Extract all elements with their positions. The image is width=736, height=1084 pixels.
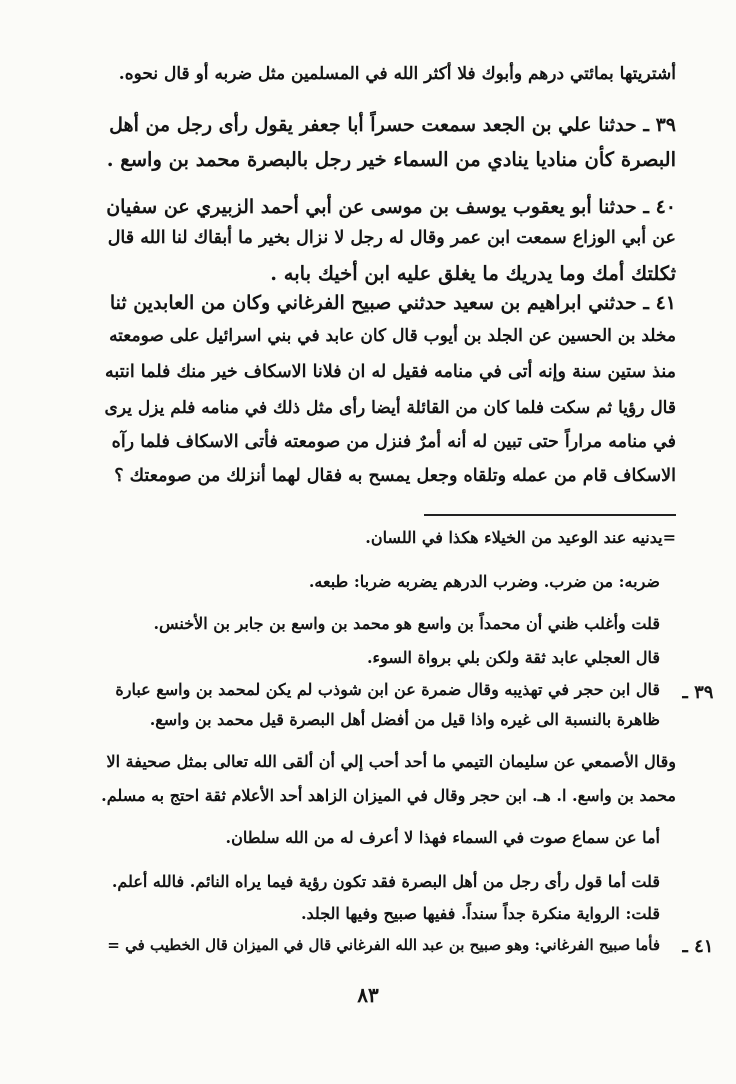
- main-line-8: مخلد بن الحسين عن الجلد بن أيوب قال كان عابد في بني اسرائيل على صومعته: [109, 326, 676, 346]
- footnote-line-2: ضربه: من ضرب. وضرب الدرهم يضربه ضربا: طبعه.: [308, 572, 660, 591]
- page-number: ٨٣: [357, 983, 379, 1007]
- footnote-line-6: ظاهرة بالنسبة الى غيره واذا قيل من أفضل أهل البصرة قيل محمد بن واسع.: [149, 710, 660, 729]
- footnote-line-4: قال العجلي عابد ثقة ولكن بلي برواة السوء.: [366, 648, 660, 667]
- main-line-11: في منامه مراراً حتى تبين له أنه أمرٌ فنزل من صومعته فأتى الاسكاف فلما رآه: [111, 432, 676, 452]
- footnote-line-12: فأما صبيح الفرغاني: وهو صبيح بن عبد الله الفرغاني قال في الميزان قال الخطيب في =: [107, 936, 660, 954]
- footnote-number-41: ٤١ ـ: [682, 936, 714, 957]
- main-line-9: منذ ستين سنة وإنه أتى في منامه فقيل له ان فلانا الاسكاف خير منك فلما انتبه: [105, 362, 676, 382]
- footnote-line-7: وقال الأصمعي عن سليمان التيمي ما أحد أحب إلي أن ألقى الله تعالى بمثل صحيفة الا: [106, 752, 676, 771]
- footnote-line-3: قلت وأغلب ظني أن محمداً بن واسع هو محمد بن واسع بن جابر بن الأخنس.: [153, 614, 660, 633]
- footnote-line-10: قلت أما قول رأى رجل من أهل البصرة فقد تكون رؤية فيما يراه النائم. فالله أعلم.: [111, 872, 660, 891]
- main-line-2: ٣٩ ـ حدثنا علي بن الجعد سمعت حسراً أبا جعفر يقول رأى رجل من أهل: [109, 114, 676, 136]
- main-line-1: أشتريتها بمائتي درهم وأبوك فلا أكثر الله في المسلمين مثل ضربه أو قال نحوه.: [118, 64, 676, 84]
- main-line-12: الاسكاف قام من عمله وتلقاه وجعل يمسح به فقال لهما أنزلك من صومعتك ؟: [114, 466, 676, 486]
- footnote-line-5: قال ابن حجر في تهذيبه وقال ضمرة عن ابن شوذب لم يكن لمحمد بن واسع عبارة: [115, 680, 660, 699]
- footnote-line-9: أما عن سماع صوت في السماء فهذا لا أعرف له من الله سلطان.: [225, 828, 660, 847]
- footnote-number-39: ٣٩ ـ: [682, 682, 714, 703]
- footnote-line-1: =يدنيه عند الوعيد من الخيلاء هكذا في اللسان.: [365, 528, 676, 547]
- footnote-divider: [424, 514, 676, 516]
- footnote-line-8: محمد بن واسع. ا. هـ. ابن حجر وقال في الميزان الزاهد أحد الأعلام ثقة احتج به مسلم.: [101, 786, 676, 805]
- main-line-6: ثكلتك أمك وما يدريك ما يغلق عليه ابن أخيك بابه .: [270, 262, 676, 285]
- main-line-10: قال رؤيا ثم سكت فلما كان من القائلة أيضا رأى مثل ذلك في منامه فلم يزل يرى: [104, 398, 676, 418]
- main-line-7: ٤١ ـ حدثني ابراهيم بن سعيد حدثني صبيح الفرغاني وكان من العابدين ثنا: [109, 292, 676, 314]
- main-line-4: ٤٠ ـ حدثنا أبو يعقوب يوسف بن موسى عن أبي أحمد الزبيري عن سفيان: [106, 196, 676, 218]
- footnote-line-11: قلت: الرواية منكرة جداً سنداً. ففيها صبيح وفيها الجلد.: [300, 904, 660, 923]
- main-line-5: عن أبي الوزاع سمعت ابن عمر وقال له رجل لا نزال بخير ما أبقاك لنا الله قال: [107, 228, 676, 248]
- main-line-3: البصرة كأن مناديا ينادي من السماء خير رجل بالبصرة محمد بن واسع .: [106, 148, 676, 171]
